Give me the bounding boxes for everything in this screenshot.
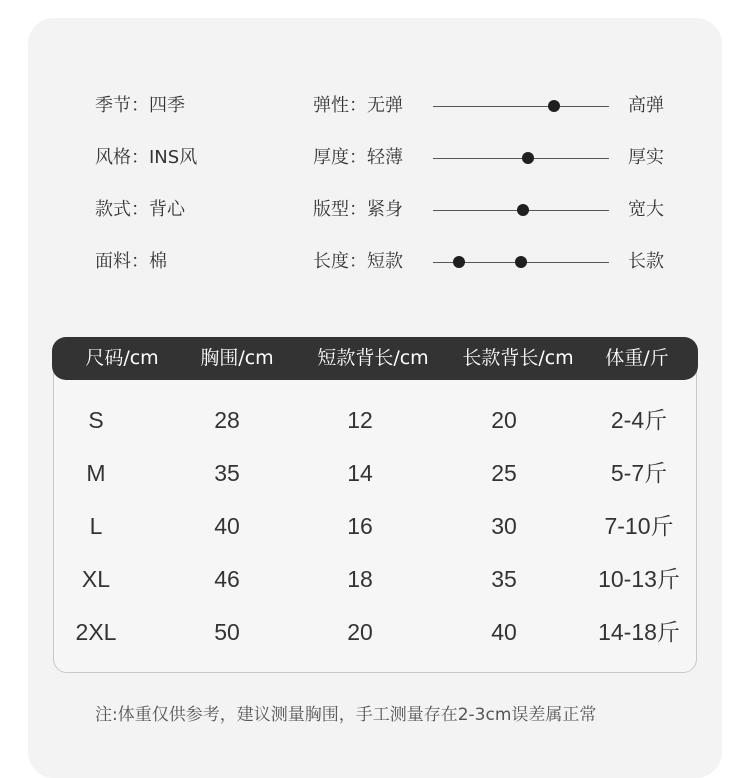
scale-track xyxy=(433,106,609,107)
attribute-row xyxy=(0,143,750,173)
table-cell: 5-7斤 xyxy=(610,460,668,486)
attribute-row xyxy=(0,195,750,225)
table-cell: 14-18斤 xyxy=(598,619,680,645)
scale-min-label: 版型：紧身 xyxy=(313,199,403,220)
table-cell: 12 xyxy=(347,407,373,433)
table-cell: S xyxy=(88,407,104,433)
attribute-label: 款式：背心 xyxy=(95,199,185,220)
header-chest: 胸围/cm xyxy=(200,347,274,369)
header-short-back-length: 短款背长/cm xyxy=(317,347,429,369)
scale-min-label: 长度：短款 xyxy=(313,251,403,272)
scale-marker xyxy=(522,152,534,164)
scale-max-label: 长款 xyxy=(628,251,664,272)
table-cell: 28 xyxy=(214,407,240,433)
scale-max-label: 厚实 xyxy=(628,147,664,168)
table-cell: 40 xyxy=(214,513,240,539)
table-cell: XL xyxy=(81,566,111,592)
table-cell: 40 xyxy=(491,619,517,645)
table-cell: 2-4斤 xyxy=(610,407,668,433)
table-cell: 20 xyxy=(347,619,373,645)
table-cell: 7-10斤 xyxy=(604,513,674,539)
table-cell: 30 xyxy=(491,513,517,539)
table-cell: 16 xyxy=(347,513,373,539)
table-cell: 18 xyxy=(347,566,373,592)
table-cell: L xyxy=(89,513,103,539)
table-cell: 14 xyxy=(347,460,373,486)
scale-marker xyxy=(453,256,465,268)
scale-min-label: 厚度：轻薄 xyxy=(313,147,403,168)
header-weight: 体重/斤 xyxy=(605,347,669,369)
table-cell: 2XL xyxy=(75,619,117,645)
attribute-row xyxy=(0,247,750,277)
attribute-label: 面料：棉 xyxy=(95,251,167,272)
table-cell: 25 xyxy=(491,460,517,486)
attribute-row xyxy=(0,91,750,121)
table-cell: 10-13斤 xyxy=(598,566,680,592)
scale-min-label: 弹性：无弹 xyxy=(313,95,403,116)
table-cell: 46 xyxy=(214,566,240,592)
attribute-label: 风格：INS风 xyxy=(95,147,198,168)
size-table-header xyxy=(52,337,698,380)
scale-marker xyxy=(517,204,529,216)
header-long-back-length: 长款背长/cm xyxy=(462,347,574,369)
scale-track xyxy=(433,158,609,159)
scale-max-label: 高弹 xyxy=(628,95,664,116)
footnote: 注:体重仅供参考，建议测量胸围，手工测量存在2-3cm误差属正常 xyxy=(95,705,597,725)
table-cell: 50 xyxy=(214,619,240,645)
table-cell: 35 xyxy=(214,460,240,486)
scale-marker xyxy=(548,100,560,112)
table-cell: 35 xyxy=(491,566,517,592)
scale-max-label: 宽大 xyxy=(628,199,664,220)
scale-marker xyxy=(515,256,527,268)
table-cell: M xyxy=(86,460,106,486)
header-size: 尺码/cm xyxy=(85,347,159,369)
attribute-label: 季节：四季 xyxy=(95,95,185,116)
table-cell: 20 xyxy=(491,407,517,433)
